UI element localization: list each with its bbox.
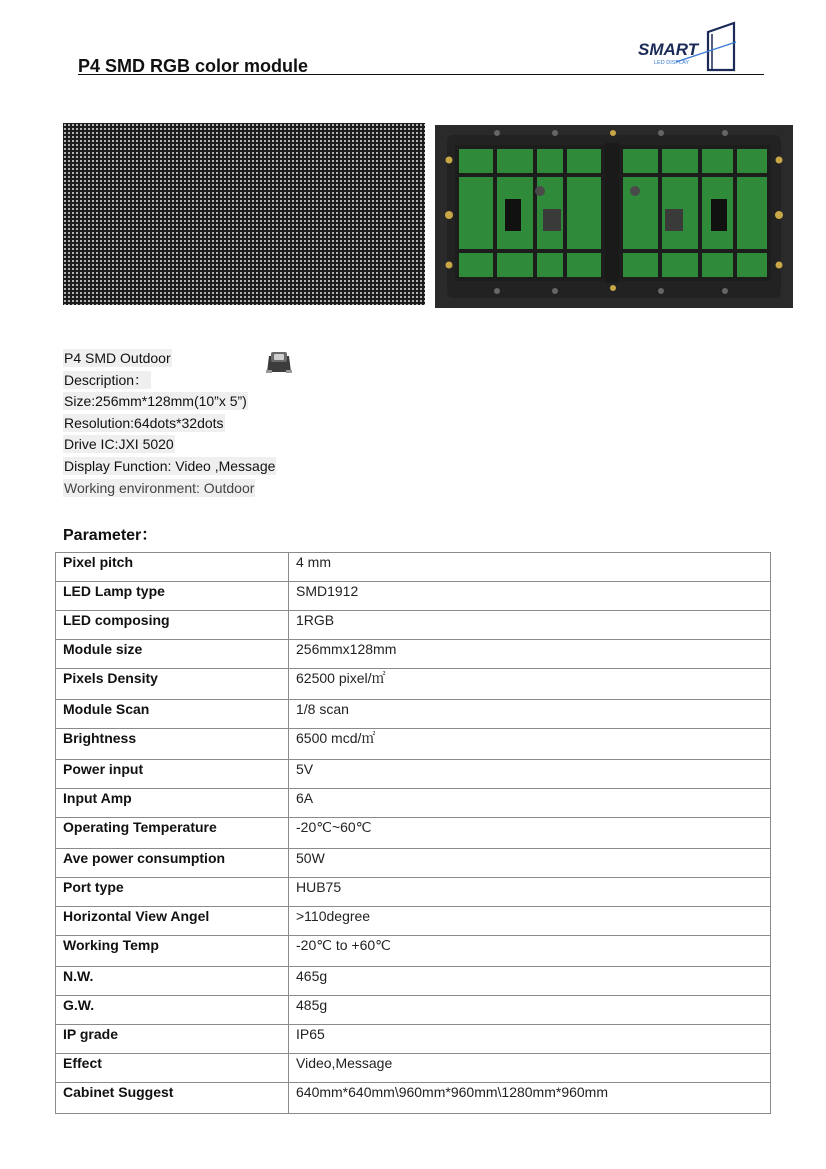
param-value: 465g xyxy=(289,967,771,996)
param-key: Working Temp xyxy=(56,936,289,967)
param-value: Video,Message xyxy=(289,1054,771,1083)
param-key: N.W. xyxy=(56,967,289,996)
table-row xyxy=(56,907,771,936)
param-key: Ave power consumption xyxy=(56,849,289,878)
param-key: Port type xyxy=(56,878,289,907)
param-value: 1RGB xyxy=(289,611,771,640)
svg-text:SMART: SMART xyxy=(638,40,699,59)
spec-line-drive-ic: Drive IC:JXI 5020 xyxy=(64,436,174,452)
param-value: 4 mm xyxy=(289,553,771,582)
table-row xyxy=(56,760,771,789)
param-key: Module size xyxy=(56,640,289,669)
param-value: -20℃ to +60℃ xyxy=(289,936,771,967)
page-title: P4 SMD RGB color module xyxy=(78,56,309,76)
param-value: SMD1912 xyxy=(289,582,771,611)
param-value: HUB75 xyxy=(289,878,771,907)
param-value: >110degree xyxy=(289,907,771,936)
table-row xyxy=(56,700,771,729)
parameters-heading: Parameter： xyxy=(63,527,158,544)
param-key: Pixel pitch xyxy=(56,553,289,582)
module-front-photo xyxy=(63,123,425,305)
param-value: 5V xyxy=(289,760,771,789)
table-row xyxy=(56,818,771,849)
table-row xyxy=(56,1083,771,1114)
table-row xyxy=(56,1025,771,1054)
param-value: 6500 mcd/㎡ xyxy=(289,729,771,760)
spec-line-product: P4 SMD Outdoor xyxy=(64,350,171,366)
param-key: Effect xyxy=(56,1054,289,1083)
spec-line-resolution: Resolution:64dots*32dots xyxy=(64,415,224,431)
param-key: Cabinet Suggest xyxy=(56,1083,289,1114)
param-value: IP65 xyxy=(289,1025,771,1054)
table-row xyxy=(56,553,771,582)
param-key: Power input xyxy=(56,760,289,789)
param-key: G.W. xyxy=(56,996,289,1025)
param-key: LED composing xyxy=(56,611,289,640)
param-value: 485g xyxy=(289,996,771,1025)
param-key: Pixels Density xyxy=(56,669,289,700)
param-key: Brightness xyxy=(56,729,289,760)
param-value: 1/8 scan xyxy=(289,700,771,729)
spec-line-description: Description： xyxy=(63,371,151,389)
module-back-photo xyxy=(435,125,793,308)
table-row xyxy=(56,789,771,818)
param-key: LED Lamp type xyxy=(56,582,289,611)
table-row xyxy=(56,1054,771,1083)
parameters-table xyxy=(55,552,771,1114)
svg-text:LED DISPLAY: LED DISPLAY xyxy=(654,60,690,66)
smd-led-chip-icon xyxy=(264,348,294,378)
param-value: 6A xyxy=(289,789,771,818)
smart-led-display-logo xyxy=(636,20,746,74)
table-row xyxy=(56,729,771,760)
param-key: Operating Temperature xyxy=(56,818,289,849)
table-row xyxy=(56,936,771,967)
param-value: 256mmx128mm xyxy=(289,640,771,669)
table-row xyxy=(56,967,771,996)
title-underline xyxy=(78,74,764,75)
param-key: Module Scan xyxy=(56,700,289,729)
table-row xyxy=(56,849,771,878)
spec-line-working-environment: Working environment: Outdoor xyxy=(64,480,255,496)
table-row xyxy=(56,878,771,907)
table-row xyxy=(56,996,771,1025)
table-row xyxy=(56,611,771,640)
spec-line-size: Size:256mm*128mm(10”x 5”) xyxy=(64,393,247,409)
table-row xyxy=(56,640,771,669)
param-value: 50W xyxy=(289,849,771,878)
param-key: IP grade xyxy=(56,1025,289,1054)
table-row xyxy=(56,582,771,611)
param-value: 62500 pixel/㎡ xyxy=(289,669,771,700)
param-value: -20℃~60℃ xyxy=(289,818,771,849)
param-value: 640mm*640mm\960mm*960mm\1280mm*960mm xyxy=(289,1083,771,1114)
spec-line-display-function: Display Function: Video ,Message xyxy=(64,458,276,474)
param-key: Input Amp xyxy=(56,789,289,818)
param-key: Horizontal View Angel xyxy=(56,907,289,936)
table-row xyxy=(56,669,771,700)
